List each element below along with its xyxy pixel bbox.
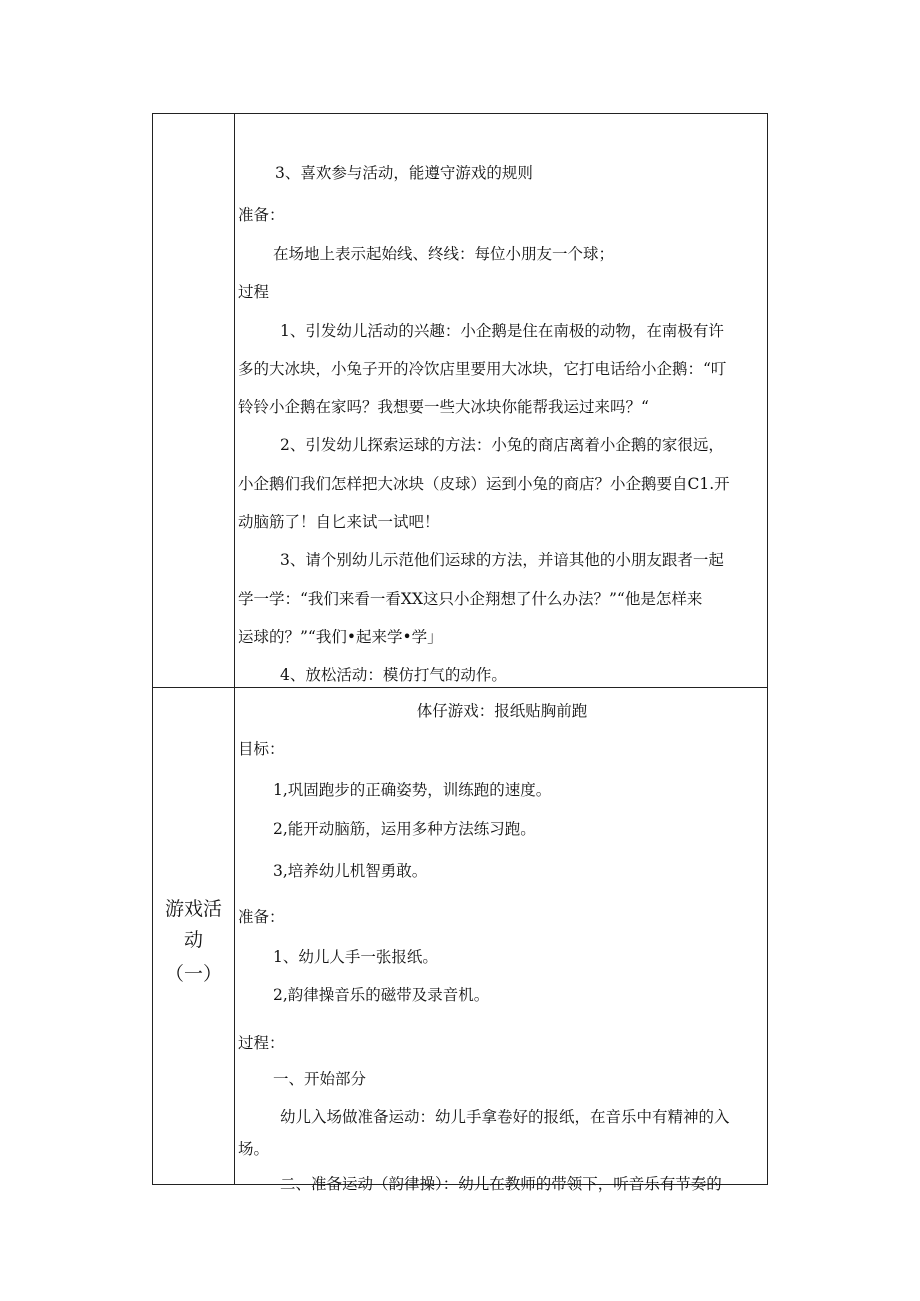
goal-item-1: 1,巩固跑步的正确姿势，训练跑的速度。 (273, 781, 552, 799)
step-2-line-3: 动脑筋了！自匕来试一试吧！ (238, 513, 440, 531)
goal-item-3: 3,培养幼儿机智勇敢。 (273, 862, 428, 880)
goal-heading: 目标： (238, 740, 285, 758)
step-1-line-2: 多的大冰块，小兔子开的冷饮店里要用大冰块，它打电话给小企鹅：“叮 (238, 360, 727, 378)
part-1-line-2: 场。 (238, 1140, 270, 1158)
prep-text: 在场地上表示起始线、终线：每位小朋友一个球； (273, 245, 615, 263)
step-3-line-2: 学一学：“我们来看一看XX这只小企翔想了什么办法？”“他是怎样来 (238, 590, 703, 608)
goal-item-2: 2,能开动脑筋，运用多种方法练习跑。 (273, 820, 536, 838)
process-heading: 过程 (238, 283, 270, 301)
step-2-line-1: 2、引发幼儿探索运球的方法：小兔的商店离着小企鹅的家很远， (280, 436, 724, 454)
step-2-line-2: 小企鹅们我们怎样把大冰块（皮球）运到小兔的商店？小企鹅要自C1.开 (238, 475, 730, 493)
content-cell-game (235, 688, 769, 1193)
step-4-line: 4、放松活动：模仿打气的动作。 (280, 666, 507, 684)
lesson-plan-table (152, 113, 768, 1193)
step-1-line-3: 铃铃小企鹅在家吗？我想要一些大冰块你能帮我运过来吗？“ (238, 398, 649, 416)
process-heading-2: 过程： (238, 1034, 285, 1052)
part-2-line-1: 二、准备运动（韵律操）：幼儿在教师的带领下，听音乐有节奏的 (280, 1175, 722, 1193)
prep-item-1: 1、幼儿人手一张报纸。 (273, 948, 438, 966)
part-1-heading: 一、开始部分 (273, 1070, 367, 1088)
step-3-line-1: 3、请个别幼儿示范他们运球的方法，并谙其他的小朋友跟者一起 (280, 551, 724, 569)
content-cell-process (235, 114, 769, 687)
prep-item-2: 2,韵律操音乐的磁带及录音机。 (273, 986, 490, 1004)
activity-label-line-2: 动 (183, 929, 203, 951)
part-1-line-1: 幼儿入场做准备运动：幼儿手拿卷好的报纸，在音乐中有精神的入 (280, 1108, 730, 1126)
activity-label-line-1: 游戏活 (164, 898, 222, 920)
step-1-line-1: 1、引发幼儿活动的兴趣：小企鹅是住在南极的动物，在南极有许 (280, 322, 724, 340)
activity-label-line-3: （一） (164, 963, 222, 985)
prep-heading: 准备： (238, 206, 285, 224)
game-title: 体仔游戏：报纸贴胸前跑 (416, 702, 588, 720)
prep-heading-2: 准备： (238, 908, 285, 926)
step-3-line-3: 运球的？”“我们•起来学•学」 (238, 628, 443, 646)
goal-line-3: 3、喜欢参与活动，能遵守游戏的规则 (275, 164, 533, 182)
